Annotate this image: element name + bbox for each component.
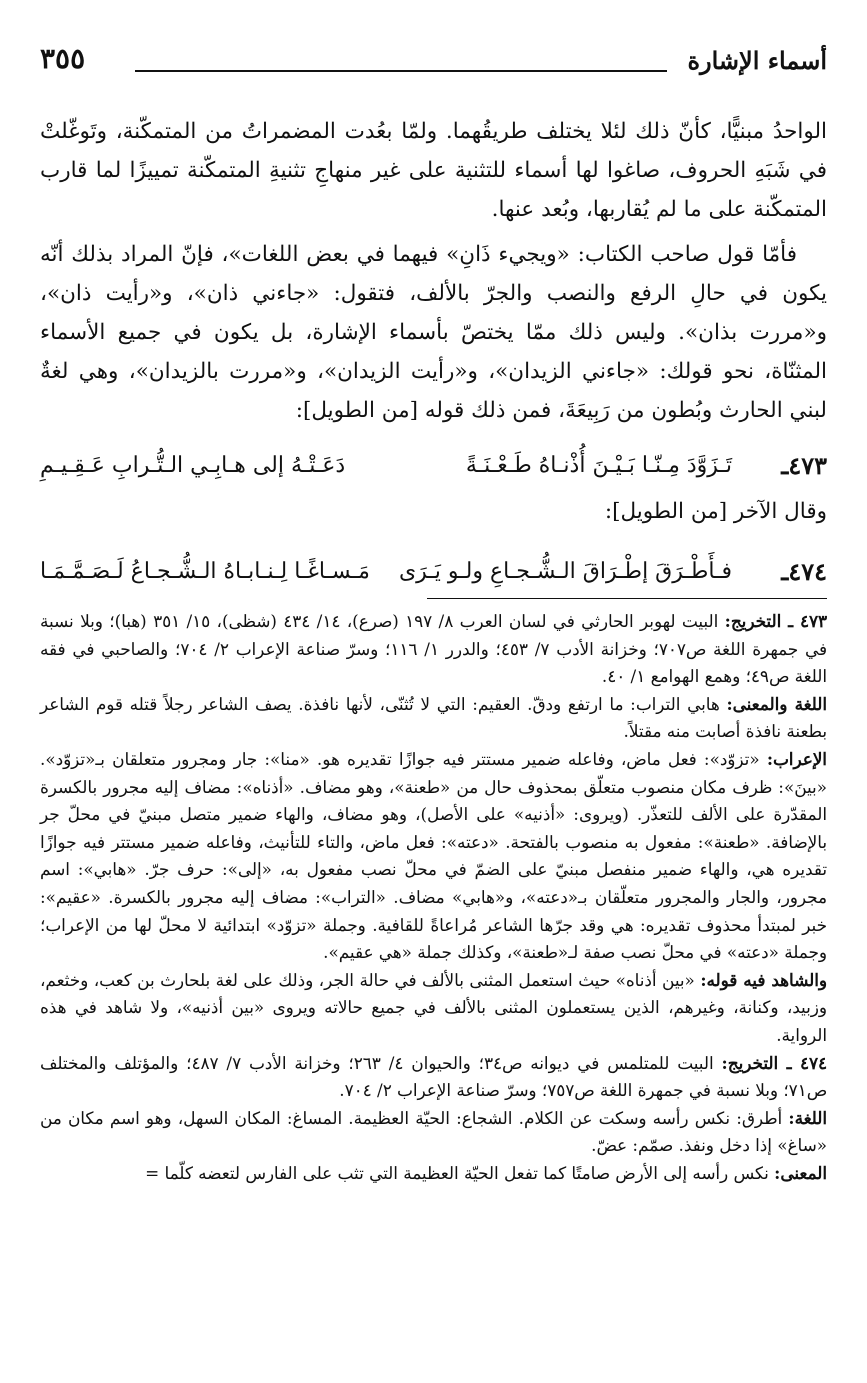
footnote-473-language [40,691,827,746]
footnote-474-sources [40,1050,827,1105]
note-text: البيت للمتلمس في ديوانه ص٣٤؛ والحيوان ٤/ ٢٦٣؛ وخزانة الأدب ٧/ ٤٨٧؛ والمؤتلف والمختلف ص٧١؛ وبلا نسبة في جمهرة اللغة ص٧٥٧؛ وسرّ صناعة الإعراب ٢/ ٧٠٤. [40,1052,827,1101]
verse-first-hemistich: تَـزَوَّدَ مِـنّـا بَـيْـنَ أُذْنـاهُ طَـعْـنَـةً [465,453,732,478]
footnotes [40,608,827,1187]
note-text: هابي التراب: ما ارتفع ودقّ. العقيم: التي لا تُثنّى، لأنها نافذة. يصف الشاعر رجلاً قتله قوم الشاعر بطعنة نافذة أصابت منه مقتلاً. [40,693,827,742]
note-text: «بين أذناه» حيث استعمل المثنى بالألف في حالة الجر، وذلك على لغة بلحارث بن كعب، وخثعم، وزبيد، وكنانة، وغيرهم، الذين يستعملون المثنى بالألف في جميع حالاته ويروى «بين أذنيه»، ولا شاهد في هذه الرواية. [40,969,827,1045]
verse-intro: وقال الآخر [من الطويل]: [604,499,827,524]
footnote-473-sources [40,608,827,691]
note-label: والشاهد فيه قوله: [700,969,827,990]
verse-first-hemistich: فـأَطْـرَقَ إطْـرَاقَ الـشُّـجـاعِ ولـو يَـرَى [398,559,732,584]
note-text: أطرق: نكس رأسه وسكت عن الكلام. الشجاع: الحيّة العظيمة. المساغ: المكان السهل، وهو اسم مكان من «ساغ» إذا دخل ونفذ. صمّم: عضّ. [40,1107,827,1156]
footnote-473-evidence [40,967,827,1050]
footnote-474-language [40,1105,827,1160]
paragraph-1: الواحدُ مبنيًّا، كأنّ ذلك لئلا يختلف طريقُهما. ولمّا بعُدت المضمراتُ من المتمكّنة، وتَوغّلتْ في شَبَهِ الحروف، صاغوا لها أسماء للتثنية على غير منهاجِ تثنيةِ المتمكّنة تمييزًا لما قارب المتمكّنة على ما لم يُقاربها، وبُعد عنها. [40,119,827,222]
verse-second-hemistich: دَعَـتْـهُ إلى هـابِـي الـتُّـرابِ عَـقِـيـمِ [40,453,346,478]
footnote-474-meaning [40,1160,827,1188]
running-title: أسماء الإشارة [687,46,827,75]
footnote-rule [427,598,827,599]
note-text: «تزوّد»: فعل ماض، وفاعله ضمير مستتر فيه جوازًا تقديره هو. «منا»: جار ومجرور متعلقان بـ«تزوّد». «بينَ»: ظرف مكان منصوب متعلّق بمحذوف حال من «طعنة»، وهو مضاف. «أذناه»: مضاف إليه مجرور بالكسرة المقدّرة على الألف للتعذّر. (ويروى: «أذنيه» على الأصل)، وهو مضاف، والهاء ضمير متصل مبنيّ في محلّ جر بالإضافة. «طعنة»: مفعول به منصوب بالفتحة. «دعته»: فعل ماض، والتاء للتأنيث، وفاعله ضمير مستتر فيه جوازًا تقديره هي، والهاء ضمير منفصل مبنيّ على الضمّ في محلّ نصب مفعول به، «إلى»: حرف جرّ. «هابي»: اسم مجرور، والجار والمجرور متعلّقان بـ«دعته»، و«هابي» مضاف. «التراب»: مضاف إليه مجرور بالكسرة. «عقيم»: خبر لمبتدأ محذوف تقديره: هي وقد جرّها الشاعر مُراعاةً للقافية. وجملة «تزوّد» ابتدائية لا محلّ لها من الإعراب؛ وجملة «دعته» في محلّ نصب صفة لـ«طعنة»، وكذلك جملة «هي عقيم». [40,748,827,963]
note-label: اللغة: [788,1107,827,1128]
note-label: ٤٧٣ ـ التخريج: [724,611,827,631]
note-label: ٤٧٤ ـ التخريج: [721,1052,827,1073]
page-number: ٣٥٥ [40,42,86,75]
note-label: الإعراب: [766,748,827,769]
note-label: المعنى: [774,1162,827,1183]
verse-number: ٤٧٤ـ [781,557,827,586]
main-text [40,112,827,598]
note-text: البيت لهوبر الحارثي في لسان العرب ٨/ ١٩٧ (صرع)، ١٤/ ٤٣٤ (شظى)، ١٥/ ٣٥١ (هبا)؛ وبلا نسبة في جمهرة اللغة ص٧٠٧؛ وخزانة الأدب ٧/ ٤٥٣؛ والدرر ١/ ١١٦؛ وسرّ صناعة الإعراب ٢/ ٧٠٤؛ والصاحبي في فقه اللغة ص٤٩؛ وهمع الهوامع ١/ ٤٠. [40,611,827,687]
page-header [40,42,827,86]
paragraph-2: فأمّا قول صاحب الكتاب: «ويجيء ذَانِ» فيهما في بعض اللغات»، فإنّ المراد بذلك أنّه يكون في حالِ الرفع والنصب والجرّ بالألف، فتقول: «جاءني ذان»، و«رأيت ذان»، و«مررت بذان». وليس ذلك ممّا يختصّ بأسماء الإشارة، بل يكون في جميع الأسماء المثنّاة، نحو قولك: «جاءني الزيدان»، و«رأيت الزيدان»، و«مررت بالزيدان»، وهي لغةٌ لبني الحارث وبُطون من رَبِيعَةَ، فمن ذلك قوله [من الطويل]: [40,242,827,423]
verse-474 [40,544,827,598]
header-rule [135,70,667,72]
note-label: اللغة والمعنى: [726,693,827,714]
note-text: نكس رأسه إلى الأرض صامتًا كما تفعل الحيّة العظيمة التي تثب على الفارس لتعضه كلّما = [145,1162,769,1183]
verse-second-hemistich: مَـسـاغًـا لِـنـابـاهُ الـشُّـجـاعُ لَـصَـمَّـمَـا [40,559,370,584]
verse-473 [40,438,827,492]
verse-number: ٤٧٣ـ [781,451,827,480]
footnote-473-parsing [40,746,827,967]
